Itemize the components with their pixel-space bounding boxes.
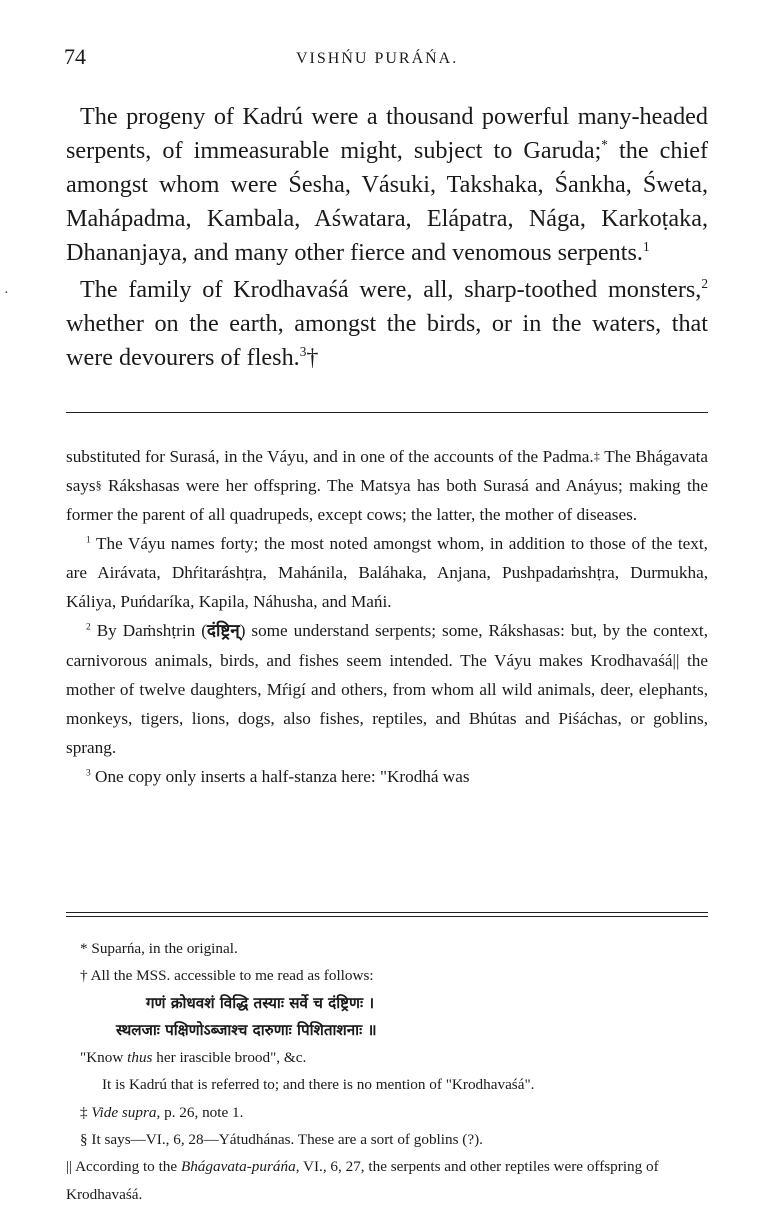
- footnote-parallel-em: Bhágavata-puráńa: [180, 1158, 296, 1176]
- notes-footnotes-divider: [66, 912, 708, 917]
- para-1-text: The progeny of Kadrú were a thousand powerful many-headed serpents, of immeasurable might, subject to Garuda;: [66, 103, 708, 164]
- note-2-number: 2: [86, 622, 91, 633]
- footnote-ddagger: [66, 1099, 708, 1126]
- note-continued-text-3: Rákshasas were her offspring. The Matsya has both Surasá and Anáyus; making the former the parent of all quadrupeds, except cows; the latter, the mother of diseases.: [66, 476, 708, 524]
- sanskrit-verse-line-1: गणं क्रोधवशं विद्धि तस्याः सर्वे च दंष्ट्रिणः ।: [146, 993, 375, 1012]
- note-ref-1: 1: [642, 238, 650, 254]
- margin-speck: ·: [4, 286, 9, 301]
- footnote-ddagger-text: , p. 26, note 1.: [156, 1103, 244, 1121]
- note-1-text: The Váyu names forty; the most noted amongst whom, in addition to those of the text, are Airávata, Dhŕitaráshṭra, Mahánila, Baláhaka, Anjana, Pushpadaṁshṭra, Durmukha, Káliya, Puńdaríka, Kapila, Náhusha, and Mańi.: [66, 534, 708, 611]
- main-paragraph-1: [66, 100, 708, 270]
- translation-text-a: "Know: [80, 1049, 128, 1067]
- footnote-section-text: It says—VI., 6, 28—Yátudhánas. These are a sort of goblins (?).: [91, 1131, 483, 1149]
- footnote-star: [66, 935, 708, 962]
- footnote-star-mark: *: [80, 940, 88, 957]
- note-3-text: One copy only inserts a half-stanza here: "Krodhá was: [95, 767, 470, 786]
- ref-mark-ddagger: ‡: [593, 449, 601, 463]
- translation-text-b: her irascible brood", &c.: [152, 1049, 307, 1067]
- para-2-text-cont: whether on the earth, amongst the birds, or in the waters, that were devourers of flesh.: [66, 310, 708, 371]
- ref-mark-section: §: [95, 478, 102, 492]
- note-2-text-a: By Daṁshṭrin (: [96, 621, 207, 640]
- footnote-star-text: Suparńa, in the original.: [91, 940, 238, 957]
- footnote-ddagger-mark: ‡: [80, 1103, 88, 1121]
- note-2-devanagari: दंष्ट्रिन्: [206, 621, 240, 641]
- footnote-section: [66, 1126, 708, 1153]
- footnote-ddagger-em: Vide supra: [91, 1103, 157, 1121]
- footnote-parallel-text-b: , VI., 6, 27, the serpents and other reptiles were offspring of Krodhavaśá.: [66, 1158, 659, 1203]
- footnote-dagger-mark: †: [80, 967, 88, 985]
- note-2-text-c: the mother of twelve daughters, Mŕigí and others, from whom all wild animals, deer, elephants, monkeys, tigers, lions, dogs, also fishes, reptiles, and Bhútas and Piśáchas, or goblins, sprang.: [66, 651, 708, 757]
- note-continued: [66, 442, 708, 529]
- page-header: [64, 44, 714, 76]
- note-2-text-b: ) some understand serpents; some, Rákshasas: but, by the context, carnivorous animals, birds, and fishes seem intended. The Váyu makes Krodhavaśá: [66, 621, 709, 670]
- running-title: VISHŃU PURÁŃA.: [296, 50, 459, 67]
- note-continued-text-2: The Bhágavata says: [66, 447, 708, 495]
- note-ref-2: 2: [701, 275, 708, 291]
- note-2: [66, 616, 708, 762]
- footnote-parallel-mark: ||: [66, 1158, 73, 1176]
- page-number: 74: [64, 44, 86, 69]
- footnote-dagger: [66, 962, 708, 989]
- main-paragraph-2: [66, 273, 708, 375]
- note-continued-text: substituted for Surasá, in the Váyu, and in one of the accounts of the Padma.: [66, 447, 594, 466]
- page-footnotes: [66, 935, 708, 1208]
- verse-translation: [66, 1044, 708, 1071]
- sanskrit-verse-line-2: स्थलजाः पक्षिणोऽब्जाश्च दारुणाः पिशिताशनाः ॥: [116, 1020, 377, 1039]
- para-2-text: The family of Krodhavaśá were, all, sharp-toothed monsters,: [80, 276, 702, 303]
- para-1-text-cont: the chief amongst whom were Śesha, Vásuki, Takshaka, Śankha, Śweta, Mahápadma, Kambala, Aśwatara, Elápatra, Nága, Karkoṭaka, Dhananjaya, and many other fierce and venomous serpents.: [66, 137, 708, 266]
- note-3: [66, 762, 708, 791]
- footnote-mark-dagger: †: [306, 344, 319, 371]
- footnote-mark-star: *: [601, 136, 608, 152]
- footnote-section-mark: §: [80, 1131, 88, 1149]
- translation-emphasis: thus: [127, 1049, 153, 1067]
- note-ref-3: 3: [299, 343, 307, 359]
- translator-notes: [66, 442, 708, 791]
- main-text: [66, 100, 708, 375]
- note-1-number: 1: [86, 535, 91, 546]
- footnote-parallel-text-a: According to the: [75, 1158, 181, 1176]
- note-1: [66, 529, 708, 616]
- ref-mark-parallel: ||: [672, 651, 680, 670]
- footnote-remark: It is Kadrú that is referred to; and there is no mention of "Krodhavaśá".: [102, 1076, 535, 1094]
- text-notes-divider: [66, 412, 708, 413]
- note-3-number: 3: [86, 768, 91, 779]
- footnote-dagger-text: All the MSS. accessible to me read as follows:: [90, 967, 374, 985]
